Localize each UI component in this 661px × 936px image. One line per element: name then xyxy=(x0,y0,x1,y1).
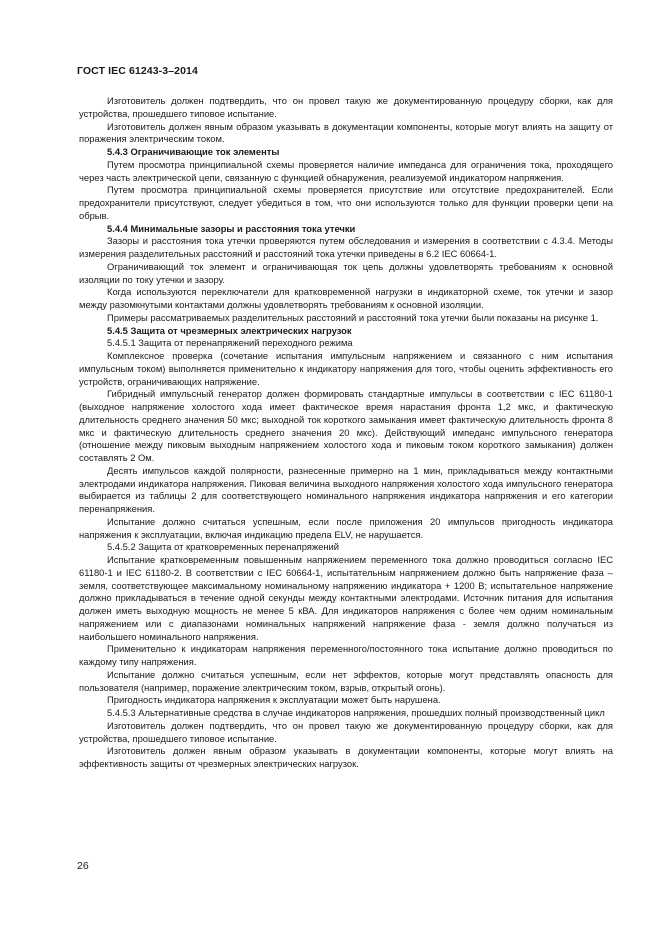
paragraph: Испытание кратковременным повышенным напряжением переменного тока должно проводиться согласно IEC 61180-1 и IEC 61180-2. В соответствии с IEC 60664-1, испытательным напряжением должно быть напряжение фаза – земля, соответствующее максимальному номинальному напряжению индикатора + 1200 В; испытательное напряжение должно прикладываться в течение одной секунды между контактными электродами. Источник питания для испытания должен иметь выходную мощность не менее 5 кВА. Для индикаторов напряжения с более чем одним номинальным напряжением или с диапазонами номинальных напряжений напряжение фаза - земля должно получаться из наибольшего номинального напряжения. xyxy=(79,554,613,642)
paragraph: Когда используются переключатели для кратковременной нагрузки в индикаторной схеме, ток утечки и зазор между разомкнутыми контактами должны удовлетворять требованиям к основной изоляции. xyxy=(79,286,613,310)
subsection-heading: 5.4.5.1 Защита от перенапряжений переходного режима xyxy=(107,337,353,349)
paragraph: Ограничивающий ток элемент и ограничивающая ток цепь должны удовлетворять требованиям к основной изоляции по току утечки и зазору. xyxy=(79,260,613,285)
subsection-heading: 5.4.5.3 Альтернативные средства в случае индикаторов напряжения, прошедших полный производственный цикл xyxy=(107,707,605,718)
section-heading: 5.4.4 Минимальные зазоры и расстояния тока утечки xyxy=(107,222,356,234)
paragraph: Примеры рассматриваемых разделительных расстояний и расстояний тока утечки были показаны на рисунке 1. xyxy=(107,311,599,323)
paragraph: Комплексное проверка (сочетание испытания импульсным напряжением и связанного с ним испытания импульсным током) выполняется применительно к индикатору напряжения для того, чтобы оценить эффективность его устройств, ограничивающих напряжение. xyxy=(79,350,613,387)
page-header: ГОСТ IEC 61243-3–2014 xyxy=(77,65,198,77)
paragraph: Зазоры и расстояния тока утечки проверяются путем обследования и измерения в соответствии с 4.3.4. Методы измерения разделительных расстояний и расстояний тока утечки приведены в 6.2 IEC 60664-1. xyxy=(79,235,613,259)
paragraph: Применительно к индикаторам напряжения переменного/постоянного тока испытание должно проводиться по каждому типу напряжения. xyxy=(79,643,613,667)
paragraph: Гибридный импульсный генератор должен формировать стандартные импульсы в соответствии с IEC 61180-1 (выходное напряжение холостого хода имеет фактическое время нарастания фронта 1,2 мкс, и фактическую длительность среднего значения 50 мкс; выходной ток короткого замыкания имеет фактическую длительность фронта 8 мкс и фактическую длительность среднего значения 20 мкс). Действующий импеданс импульсного генератора (отношение между пиковым выходным напряжением холостого хода и пиковым током короткого замыкания) должен составлять 2 Ом. xyxy=(79,388,613,463)
paragraph: Путем просмотра принципиальной схемы проверяется присутствие или отсутствие предохранителей. Если предохранители присутствуют, следует убедиться в том, что они используются только для функции проверки цепи на обрыв. xyxy=(79,184,613,221)
section-heading: 5.4.5 Защита от чрезмерных электрических нагрузок xyxy=(107,324,352,336)
paragraph: Пригодность индикатора напряжения к эксплуатации может быть нарушена. xyxy=(107,694,441,706)
paragraph: Изготовитель должен явным образом указывать в документации компоненты, которые могут влиять на эффективность защиты от чрезмерных электрических нагрузок. xyxy=(79,745,613,769)
paragraph: Испытание должно считаться успешным, если после приложения 20 импульсов пригодность индикатора напряжения к эксплуатации, включая индикацию предела ELV, не нарушается. xyxy=(79,515,613,540)
paragraph: Десять импульсов каждой полярности, разнесенные примерно на 1 мин, прикладываться между контактными электродами индикатора напряжения. Пиковая величина выходного напряжения холостого хода импульсного генератора выбирается из таблицы 2 для соответствующего номинального напряжения индикатора напряжения и его категории перенапряжения. xyxy=(79,464,613,514)
section-heading: 5.4.3 Ограничивающие ток элементы xyxy=(107,146,280,157)
subsection-heading: 5.4.5.2 Защита от кратковременных перенапряжений xyxy=(107,541,340,553)
paragraph: Путем просмотра принципиальной схемы проверяется наличие импеданса для ограничения тока, проходящего через часть электрической цепи, связанную с функцией обнаружения, реализуемой индикатором напряжения. xyxy=(79,158,613,183)
paragraph: Изготовитель должен явным образом указывать в документации компоненты, которые могут влиять на защиту от поражения электрическим током. xyxy=(79,120,613,145)
paragraph: Испытание должно считаться успешным, если нет эффектов, которые могут представлять опасность для пользователя (например, поражение электрическим током, взрыв, открытый огонь). xyxy=(79,668,613,693)
paragraph: Изготовитель должен подтвердить, что он провел такую же документированную процедуру сборки, как для устройства, прошедшего типовое испытание. xyxy=(79,719,613,744)
page-number: 26 xyxy=(77,860,89,872)
paragraph: Изготовитель должен подтвердить, что он провел такую же документированную процедуру сборки, как для устройства, прошедшего типовое испытание. xyxy=(79,95,613,119)
page-content xyxy=(79,95,613,771)
